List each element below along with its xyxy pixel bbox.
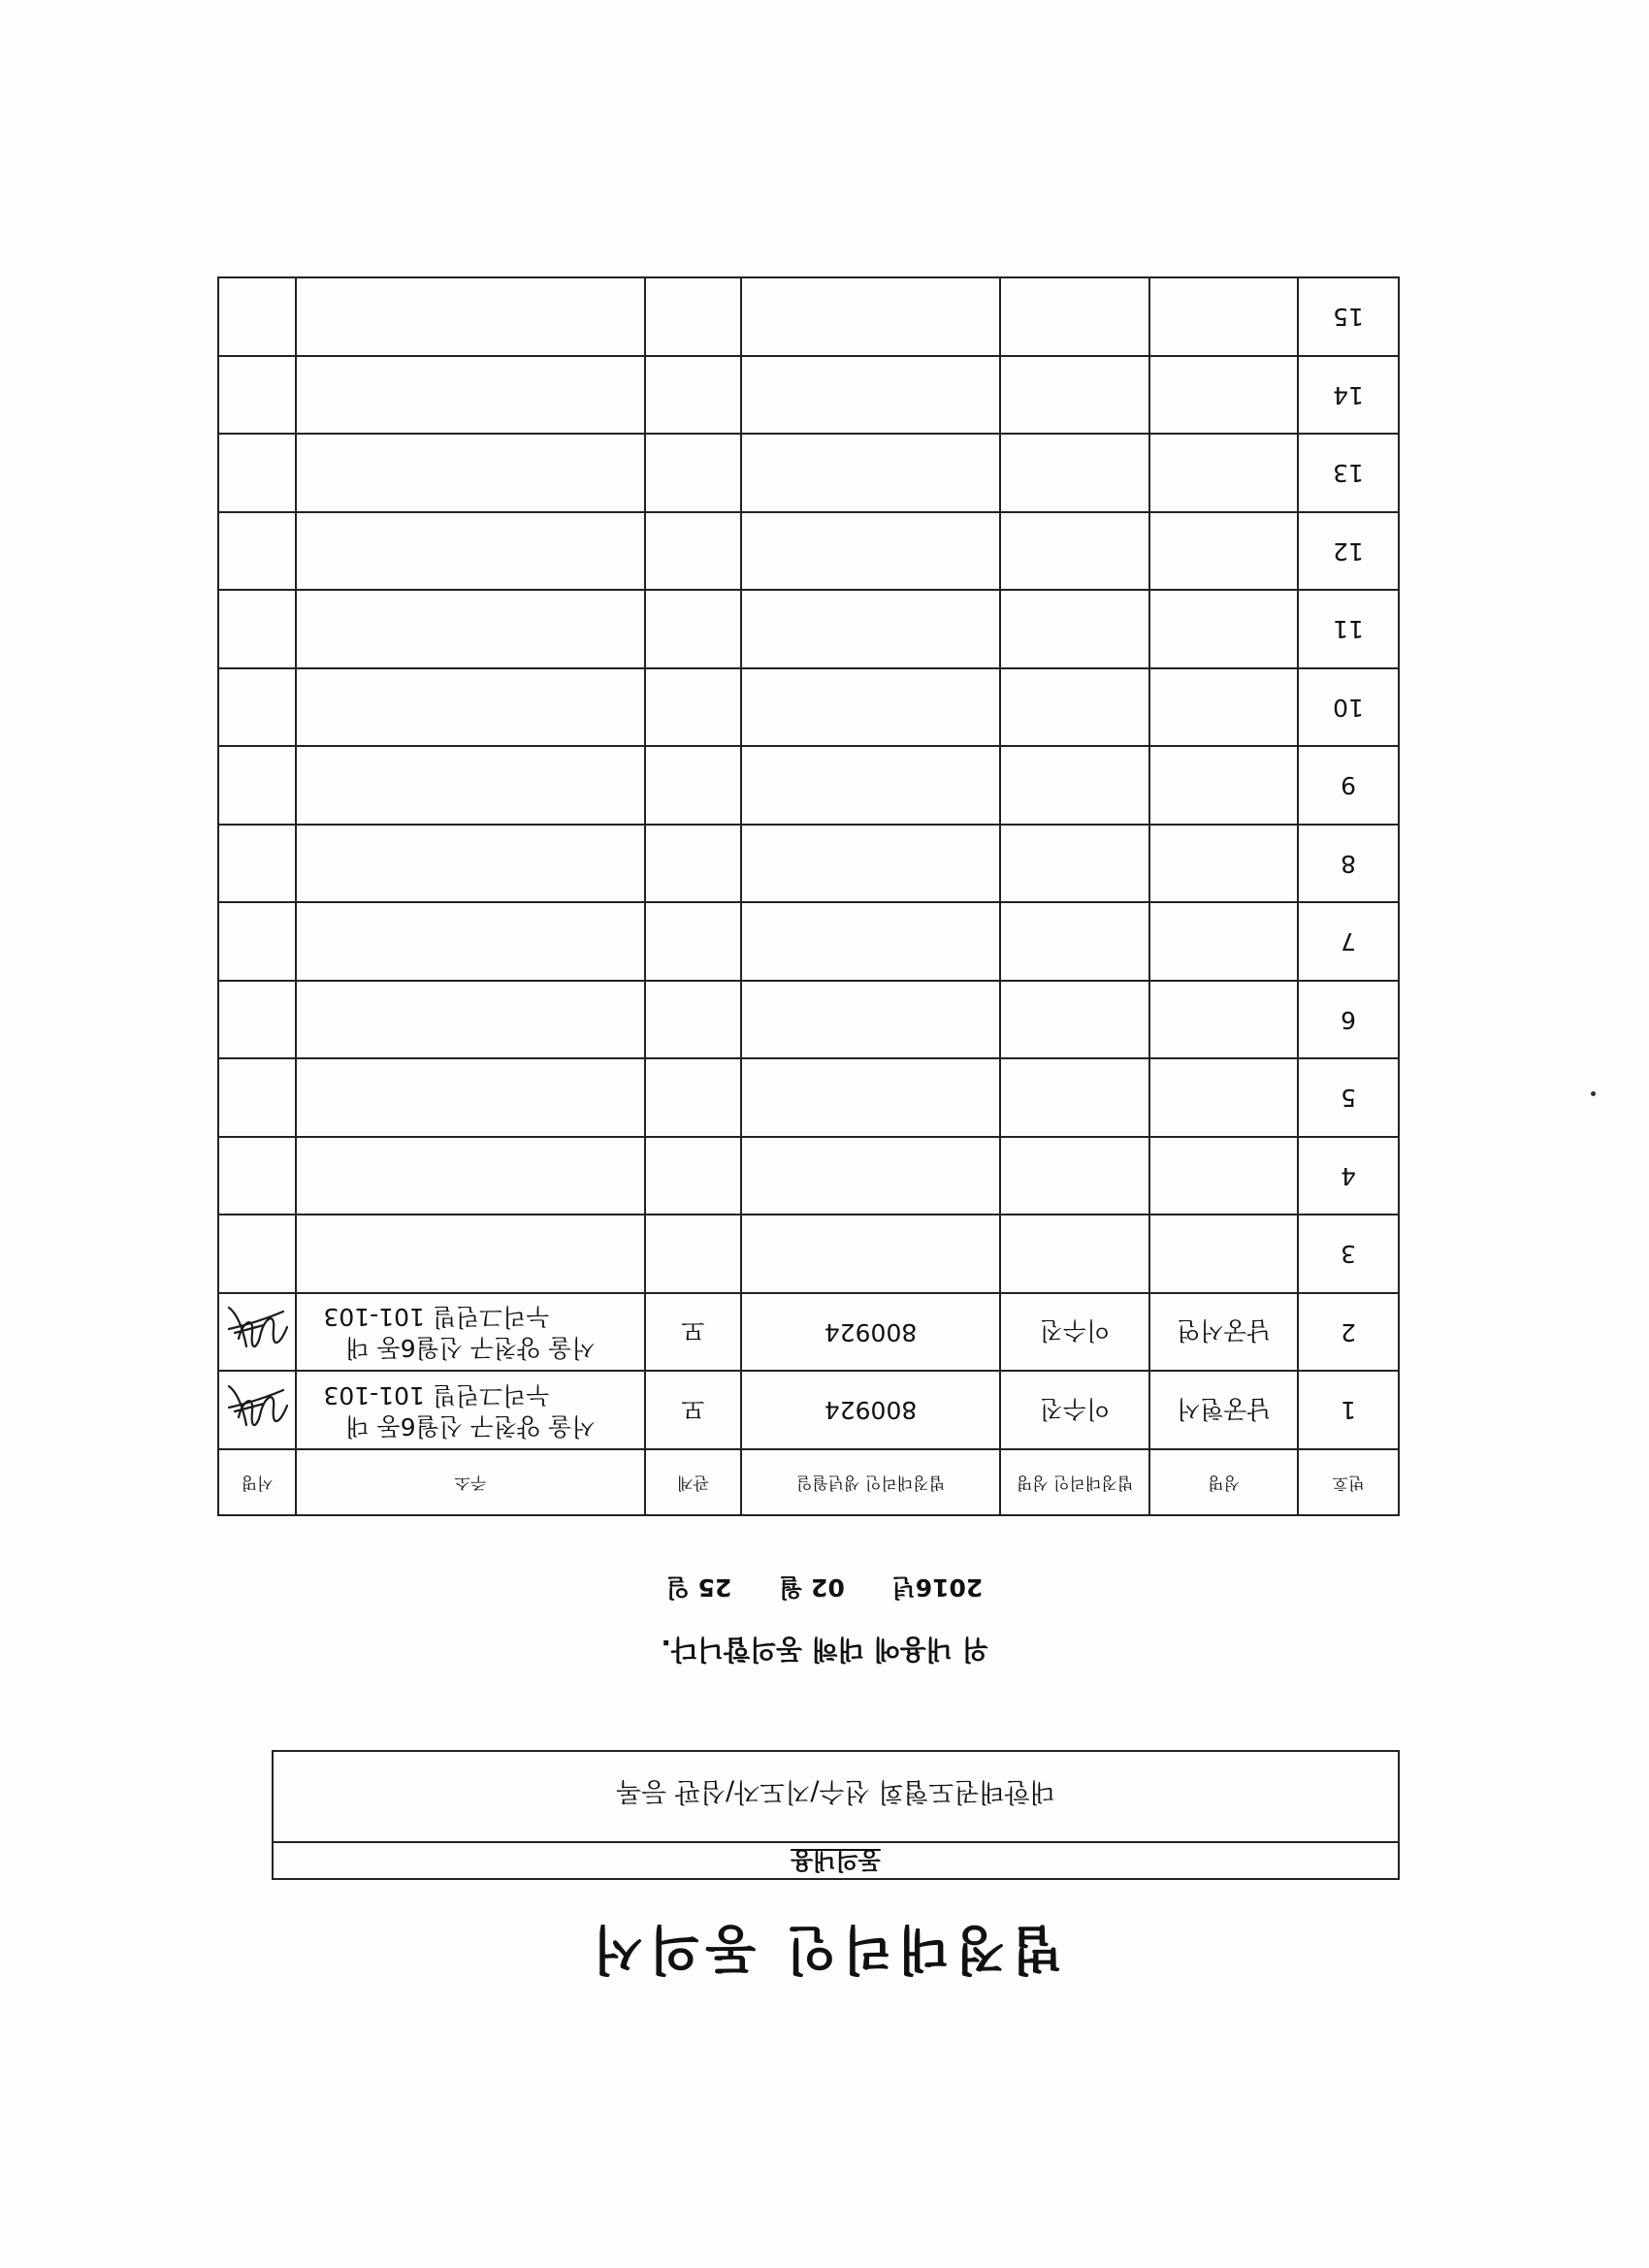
cell-name xyxy=(1149,825,1298,903)
consent-text: 대한태권도협회 선수/지도자/심판 등록 xyxy=(616,1776,1055,1807)
cell-name xyxy=(1149,278,1298,357)
table-row xyxy=(218,591,1399,669)
cell-relation xyxy=(645,591,741,669)
cell-no: 1 xyxy=(1298,1372,1399,1450)
cell-address xyxy=(296,668,645,747)
cell-address xyxy=(296,981,645,1059)
date-month: 02 xyxy=(811,1573,845,1602)
cell-relation xyxy=(645,356,741,435)
cell-no: 11 xyxy=(1298,591,1399,669)
cell-no: 15 xyxy=(1298,278,1399,357)
table-row xyxy=(218,668,1399,747)
cell-guardian-name xyxy=(1000,1059,1149,1138)
cell-guardian-birth xyxy=(741,825,1000,903)
header-name: 성명 xyxy=(1149,1449,1298,1515)
cell-relation xyxy=(645,825,741,903)
cell-guardian-name: 이수진 xyxy=(1000,1293,1149,1372)
date-month-unit: 월 xyxy=(779,1573,803,1602)
table-row xyxy=(218,903,1399,982)
guardian-table xyxy=(217,277,1400,1517)
table-row xyxy=(218,825,1399,903)
cell-signature xyxy=(218,1215,296,1294)
table-row xyxy=(218,278,1399,357)
handwritten-signature xyxy=(221,1298,293,1366)
cell-guardian-birth xyxy=(741,591,1000,669)
cell-no: 14 xyxy=(1298,356,1399,435)
address-line-1: 서울 양천구 신월6동 대 xyxy=(345,1334,596,1363)
address-line-1: 서울 양천구 신월6동 대 xyxy=(345,1411,596,1441)
cell-guardian-name xyxy=(1000,278,1149,357)
header-no: 번호 xyxy=(1298,1449,1399,1515)
cell-no: 8 xyxy=(1298,825,1399,903)
cell-signature xyxy=(218,1137,296,1215)
cell-guardian-birth xyxy=(741,512,1000,591)
table-row xyxy=(218,1059,1399,1138)
table-row xyxy=(218,512,1399,591)
cell-relation xyxy=(645,668,741,747)
cell-guardian-birth xyxy=(741,1059,1000,1138)
cell-address xyxy=(296,1059,645,1138)
cell-no: 9 xyxy=(1298,747,1399,826)
header-guardian-birth: 법정대리인 생년월일 xyxy=(741,1449,1000,1515)
cell-guardian-birth xyxy=(741,747,1000,826)
cell-guardian-birth xyxy=(741,903,1000,982)
cell-signature xyxy=(218,903,296,982)
cell-signature xyxy=(218,591,296,669)
cell-signature xyxy=(218,512,296,591)
cell-no: 10 xyxy=(1298,668,1399,747)
date-line xyxy=(0,1571,1649,1606)
cell-relation: 모 xyxy=(645,1293,741,1372)
cell-guardian-birth xyxy=(741,1137,1000,1215)
consent-heading: 동의내용 xyxy=(274,1841,1398,1878)
cell-signature xyxy=(218,278,296,357)
page-title: 법정대리인 동의서 xyxy=(586,1919,1063,1980)
cell-guardian-name: 이수진 xyxy=(1000,1372,1149,1450)
cell-no: 6 xyxy=(1298,981,1399,1059)
cell-name xyxy=(1149,903,1298,982)
cell-relation: 모 xyxy=(645,1372,741,1450)
cell-name xyxy=(1149,747,1298,826)
cell-no: 2 xyxy=(1298,1293,1399,1372)
cell-guardian-birth: 800924 xyxy=(741,1293,1000,1372)
header-relation: 관계 xyxy=(645,1449,741,1515)
table-row xyxy=(218,1293,1399,1372)
cell-relation xyxy=(645,1137,741,1215)
cell-no: 3 xyxy=(1298,1215,1399,1294)
table-row xyxy=(218,981,1399,1059)
cell-no: 13 xyxy=(1298,435,1399,513)
cell-relation xyxy=(645,1059,741,1138)
address-line-2: 누리그린빌 101-103 xyxy=(323,1380,550,1409)
date-year: 2016년 xyxy=(891,1573,984,1602)
cell-relation xyxy=(645,981,741,1059)
cell-name xyxy=(1149,512,1298,591)
cell-guardian-birth xyxy=(741,435,1000,513)
handwritten-signature xyxy=(221,1377,293,1444)
cell-address xyxy=(296,1372,645,1450)
cell-signature xyxy=(218,747,296,826)
cell-guardian-birth xyxy=(741,356,1000,435)
cell-name xyxy=(1149,1215,1298,1294)
cell-signature xyxy=(218,435,296,513)
cell-guardian-birth xyxy=(741,668,1000,747)
cell-name: 남궁현서 xyxy=(1149,1372,1298,1450)
address-line-2: 누리그린빌 101-103 xyxy=(323,1303,550,1332)
table-row xyxy=(218,1215,1399,1294)
header-address: 주소 xyxy=(296,1449,645,1515)
table-header-row xyxy=(218,1449,1399,1515)
cell-relation xyxy=(645,278,741,357)
cell-address xyxy=(296,1293,645,1372)
table-row xyxy=(218,435,1399,513)
cell-signature xyxy=(218,981,296,1059)
cell-signature xyxy=(218,825,296,903)
cell-signature xyxy=(218,356,296,435)
cell-name xyxy=(1149,981,1298,1059)
cell-guardian-name xyxy=(1000,435,1149,513)
cell-guardian-name xyxy=(1000,903,1149,982)
cell-guardian-name xyxy=(1000,512,1149,591)
cell-guardian-birth xyxy=(741,1215,1000,1294)
cell-no: 12 xyxy=(1298,512,1399,591)
header-signature: 서명 xyxy=(218,1449,296,1515)
cell-guardian-name xyxy=(1000,1215,1149,1294)
cell-relation xyxy=(645,435,741,513)
cell-guardian-name xyxy=(1000,356,1149,435)
cell-relation xyxy=(645,512,741,591)
cell-guardian-birth: 800924 xyxy=(741,1372,1000,1450)
cell-address xyxy=(296,435,645,513)
cell-address xyxy=(296,278,645,357)
table-row xyxy=(218,356,1399,435)
cell-signature xyxy=(218,668,296,747)
table-row xyxy=(218,747,1399,826)
cell-address xyxy=(296,1215,645,1294)
cell-signature xyxy=(218,1293,296,1372)
cell-relation xyxy=(645,747,741,826)
cell-address xyxy=(296,591,645,669)
cell-address xyxy=(296,825,645,903)
cell-guardian-name xyxy=(1000,981,1149,1059)
cell-name xyxy=(1149,591,1298,669)
cell-guardian-name xyxy=(1000,825,1149,903)
cell-guardian-name xyxy=(1000,747,1149,826)
cell-address xyxy=(296,903,645,982)
cell-address xyxy=(296,747,645,826)
cell-name xyxy=(1149,668,1298,747)
header-guardian-name: 법정대리인 성명 xyxy=(1000,1449,1149,1515)
cell-relation xyxy=(645,1215,741,1294)
cell-guardian-birth xyxy=(741,278,1000,357)
table-row xyxy=(218,1372,1399,1450)
cell-guardian-name xyxy=(1000,591,1149,669)
cell-guardian-name xyxy=(1000,668,1149,747)
consent-box xyxy=(272,1750,1400,1880)
cell-name: 남궁서연 xyxy=(1149,1293,1298,1372)
date-day: 25 xyxy=(697,1573,732,1602)
agree-statement: 위 내용에 대해 동의합니다. xyxy=(661,1634,988,1666)
cell-no: 4 xyxy=(1298,1137,1399,1215)
cell-guardian-name xyxy=(1000,1137,1149,1215)
cell-address xyxy=(296,1137,645,1215)
cell-guardian-birth xyxy=(741,981,1000,1059)
cell-name xyxy=(1149,1137,1298,1215)
cell-no: 7 xyxy=(1298,903,1399,982)
cell-name xyxy=(1149,356,1298,435)
cell-address xyxy=(296,512,645,591)
cell-signature xyxy=(218,1059,296,1138)
date-day-unit: 일 xyxy=(665,1573,690,1602)
cell-name xyxy=(1149,1059,1298,1138)
table-row xyxy=(218,1137,1399,1215)
cell-relation xyxy=(645,903,741,982)
cell-address xyxy=(296,356,645,435)
cell-signature xyxy=(218,1372,296,1450)
cell-no: 5 xyxy=(1298,1059,1399,1138)
cell-name xyxy=(1149,435,1298,513)
